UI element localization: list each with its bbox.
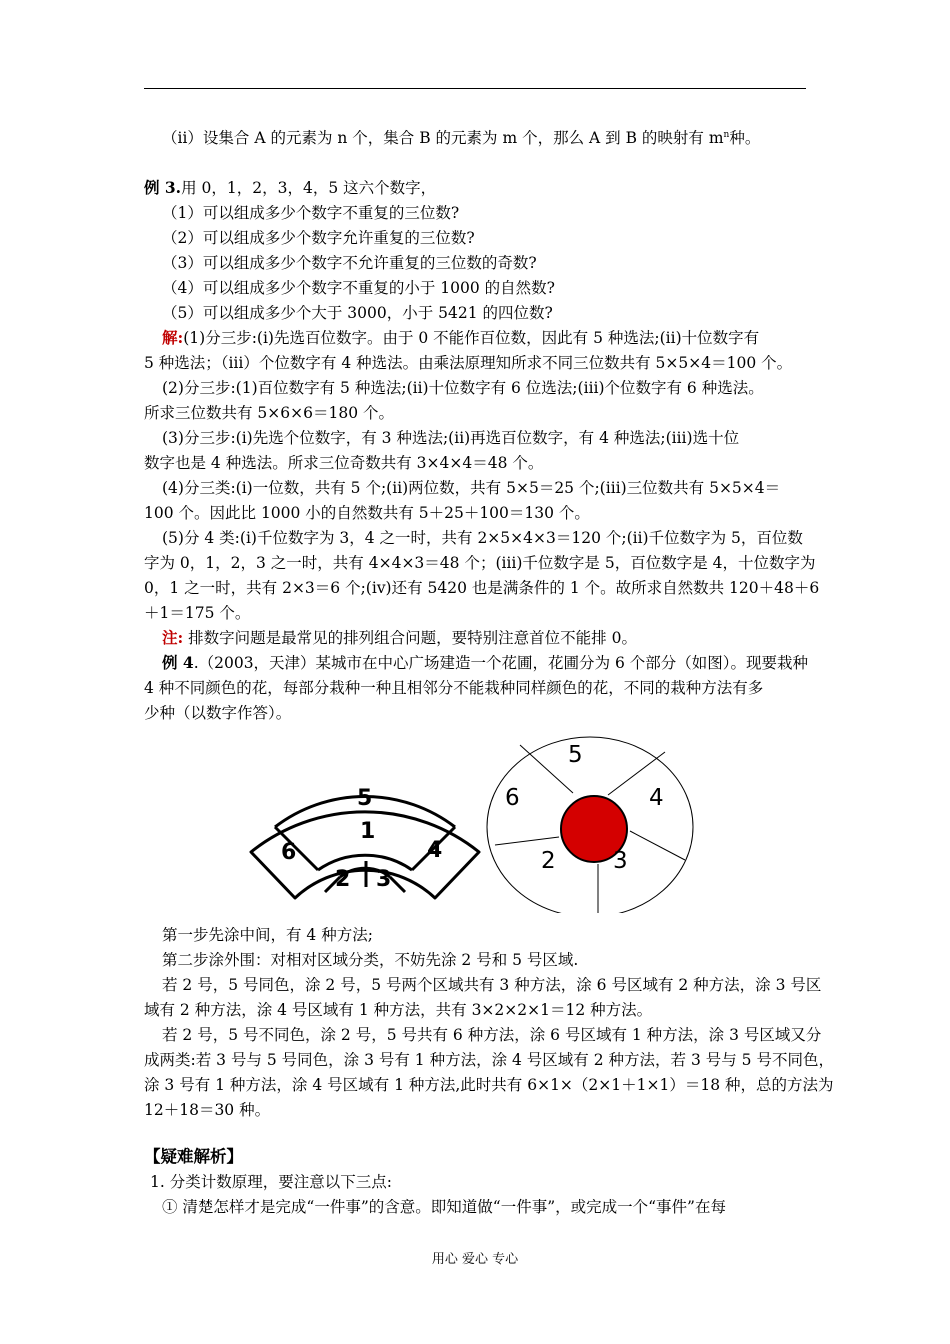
example3-question: （5）可以组成多少个大于 3000，小于 5421 的四位数? xyxy=(162,304,553,322)
circle-label-2: 2 xyxy=(541,848,556,874)
fan-label-4: 4 xyxy=(427,838,443,863)
solution-line: 所求三位数共有 5×6×6＝180 个。 xyxy=(144,404,394,422)
solution-line: 100 个。因此比 1000 小的自然数共有 5＋25＋100＝130 个。 xyxy=(144,504,590,522)
fan-labels xyxy=(281,786,442,892)
solution-label: 解: xyxy=(162,328,184,347)
solution-line: (4)分三类:(ⅰ)一位数，共有 5 个;(ⅱ)两位数，共有 5×5＝25 个;(ⅲ)三位数共有 5×5×4＝ xyxy=(162,479,781,497)
example4-label: 例 4 xyxy=(162,653,194,672)
circle-divider xyxy=(630,831,685,860)
solution-line: 5 种选法；（ⅲ）个位数字有 4 种选法。由乘法原理知所求不同三位数共有 5×5×4＝100 个。 xyxy=(144,354,793,372)
solution-line: (2)分三步:(1)百位数字有 5 种选法;(ⅱ)十位数字有 6 位选法;(ⅲ)个位数字有 6 种选法。 xyxy=(162,379,764,397)
section-line: 1. 分类计数原理，要注意以下三点: xyxy=(150,1173,392,1191)
intro-text: （ⅱ）设集合 A 的元素为 n 个，集合 B 的元素为 m 个，那么 A 到 B 的映射有 m xyxy=(162,129,724,147)
circle-label-6: 6 xyxy=(505,785,520,811)
example3-question: （4）可以组成多少个数字不重复的小于 1000 的自然数? xyxy=(162,279,555,297)
page-footer: 用心 爱心 专心 xyxy=(431,1252,519,1267)
circle-label-3: 3 xyxy=(613,848,628,874)
example3-question: （2）可以组成多少个数字允许重复的三位数? xyxy=(162,229,475,247)
example4-solution-line: 12＋18＝30 种。 xyxy=(144,1101,271,1119)
fan-label-2: 2 xyxy=(335,867,351,892)
solution-line: 字为 0，1，2，3 之一时，共有 4×4×3＝48 个；(ⅲ)千位数字是 5，百位数字是 4，十位数字为 xyxy=(144,554,816,572)
header-rule xyxy=(144,88,806,89)
fan-label-1: 1 xyxy=(360,819,376,844)
fan-label-3: 3 xyxy=(376,867,392,892)
example4-stem-line: 少种（以数字作答）。 xyxy=(144,704,292,722)
example4-solution-line: 涂 3 号有 1 种方法，涂 4 号区域有 1 种方法,此时共有 6×1×（2×1＋1×1）＝18 种，总的方法为 xyxy=(144,1076,834,1094)
circle-label-5: 5 xyxy=(568,742,583,768)
circle-divider xyxy=(520,745,573,793)
solution-line xyxy=(162,328,759,348)
intro-line xyxy=(162,128,760,148)
example3-label: 例 3. xyxy=(144,178,182,197)
section-title: 【疑难解析】 xyxy=(144,1147,243,1166)
solution-line: (5)分 4 类:(ⅰ)千位数字为 3，4 之一时，共有 2×5×4×3＝120 个;(ⅱ)千位数字为 5，百位数 xyxy=(162,529,803,547)
note-label: 注: xyxy=(162,628,184,647)
example4-solution-line: 域有 2 种方法，涂 4 号区域有 1 种方法，共有 3×2×2×1＝12 种方法。 xyxy=(144,1001,653,1019)
intro-superscript: n xyxy=(723,130,730,140)
example4-stem-text: .（2003，天津）某城市在中心广场建造一个花圃，花圃分为 6 个部分（如图）。现要栽种 xyxy=(193,654,809,672)
example4-solution-line: 第二步涂外围：对相对区域分类，不妨先涂 2 号和 5 号区域. xyxy=(162,951,579,969)
fan-cap-divider xyxy=(390,877,405,892)
example4-stem xyxy=(162,653,808,673)
example4-solution-line: 若 2 号，5 号同色，涂 2 号，5 号两个区域共有 3 种方法，涂 6 号区域有 2 种方法，涂 3 号区 xyxy=(162,976,822,994)
solution-line: ＋1＝175 个。 xyxy=(144,604,251,622)
circle-diagram xyxy=(487,737,693,913)
example3-question: （1）可以组成多少个数字不重复的三位数? xyxy=(162,204,460,222)
example3-question: （3）可以组成多少个数字不允许重复的三位数的奇数? xyxy=(162,254,537,272)
solution-text: (1)分三步:(ⅰ)先选百位数字。由于 0 不能作百位数，因此有 5 种选法;(ⅱ)十位数字有 xyxy=(183,329,760,347)
example3-stem xyxy=(144,178,436,198)
circle-divider xyxy=(495,837,559,845)
example4-solution-line: 成两类:若 3 号与 5 号同色，涂 3 号有 1 种方法，涂 4 号区域有 2 种方法，若 3 号与 5 号不同色， xyxy=(144,1051,834,1069)
note-line xyxy=(162,628,637,648)
intro-tail: 种。 xyxy=(729,129,761,147)
fan-label-6: 6 xyxy=(281,840,297,865)
fan-label-5: 5 xyxy=(357,786,373,811)
example4-solution-line: 第一步先涂中间，有 4 种方法; xyxy=(162,926,373,944)
example4-stem-line: 4 种不同颜色的花，每部分栽种一种且相邻分不能栽种同样颜色的花，不同的栽种方法有多 xyxy=(144,679,764,697)
example4-solution-line: 若 2 号，5 号不同色，涂 2 号，5 号共有 6 种方法，涂 6 号区域有 1 种方法，涂 3 号区域又分 xyxy=(162,1026,822,1044)
circle-label-4: 4 xyxy=(649,785,664,811)
flower-bed-figure xyxy=(245,735,705,913)
solution-line: 数字也是 4 种选法。所求三位奇数共有 3×4×4＝48 个。 xyxy=(144,454,544,472)
note-text: 排数字问题是最常见的排列组合问题，要特别注意首位不能排 0。 xyxy=(188,629,637,647)
solution-line: (3)分三步:(ⅰ)先选个位数字，有 3 种选法;(ⅱ)再选百位数字，有 4 种选法;(ⅲ)选十位 xyxy=(162,429,740,447)
solution-line: 0，1 之一时，共有 2×3＝6 个;(ⅳ)还有 5420 也是满条件的 1 个。故所求自然数共 120＋48＋6 xyxy=(144,579,820,597)
section-line: ① 清楚怎样才是完成“一件事”的含意。即知道做“一件事”，或完成一个“事件”在每 xyxy=(162,1198,726,1216)
example3-stem-text: 用 0，1，2，3，4，5 这六个数字， xyxy=(181,179,437,197)
